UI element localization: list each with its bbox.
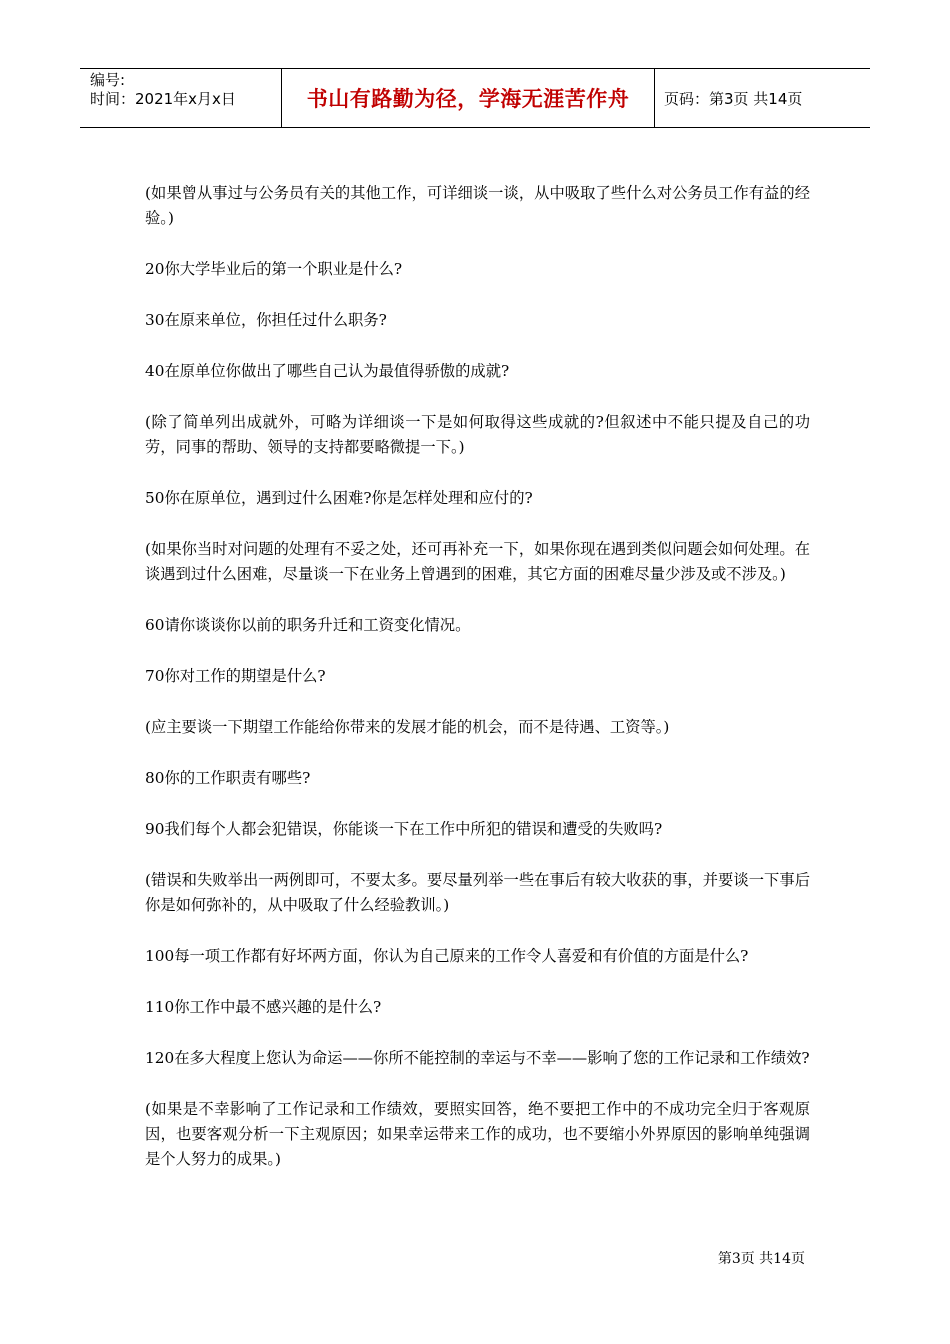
header-page-number: 页码：第3页 共14页 [664,89,803,108]
paragraph: (错误和失败举出一两例即可，不要太多。要尽量列举一些在事后有较大收获的事，并要谈一下事后你是如何弥补的，从中吸取了什么经验教训。) [145,871,810,914]
paragraph: 120在多大程度上您认为命运——你所不能控制的幸运与不幸——影响了您的工作记录和工作绩效? [145,1049,810,1067]
paragraph: 80你的工作职责有哪些? [145,769,311,787]
paragraph: 20你大学毕业后的第一个职业是什么? [145,260,403,278]
document-date: 时间：2021年x月x日 [90,90,236,108]
paragraph: (应主要谈一下期望工作能给你带来的发展才能的机会，而不是待遇、工资等。) [145,718,670,736]
document-number-label: 编号: [90,71,126,89]
header-meta [80,69,282,127]
page-header [80,68,870,128]
paragraph: (除了简单列出成就外，可略为详细谈一下是如何取得这些成就的?但叙述中不能只提及自己的功劳，同事的帮助、领导的支持都要略微提一下。) [145,413,810,456]
header-motto: 书山有路勤为径，学海无涯苦作舟 [282,69,655,127]
paragraph: 110你工作中最不感兴趣的是什么? [145,998,382,1016]
paragraph: (如果曾从事过与公务员有关的其他工作，可详细谈一谈，从中吸取了些什么对公务员工作有益的经验。) [145,184,810,227]
paragraph: 30在原来单位，你担任过什么职务? [145,311,387,329]
paragraph: 50你在原单位，遇到过什么困难?你是怎样处理和应付的? [145,489,533,507]
paragraph: (如果你当时对问题的处理有不妥之处，还可再补充一下，如果你现在遇到类似问题会如何处理。在谈遇到过什么困难，尽量谈一下在业务上曾遇到的困难，其它方面的困难尽量少涉及或不涉及。) [145,540,810,583]
page-footer: 第3页 共14页 [717,1251,805,1267]
paragraph: (如果是不幸影响了工作记录和工作绩效，要照实回答，绝不要把工作中的不成功完全归于客观原因，也要客观分析一下主观原因；如果幸运带来工作的成功，也不要缩小外界原因的影响单纯强调是个人努力的成果。) [145,1100,810,1168]
paragraph: 90我们每个人都会犯错误，你能谈一下在工作中所犯的错误和遭受的失败吗? [145,820,663,838]
paragraph: 40在原单位你做出了哪些自己认为最值得骄傲的成就? [145,362,510,380]
paragraph: 60请你谈谈你以前的职务升迁和工资变化情况。 [145,616,471,634]
document-body [145,181,810,1198]
paragraph: 70你对工作的期望是什么? [145,667,326,685]
paragraph: 100每一项工作都有好坏两方面，你认为自己原来的工作令人喜爱和有价值的方面是什么? [145,947,749,965]
